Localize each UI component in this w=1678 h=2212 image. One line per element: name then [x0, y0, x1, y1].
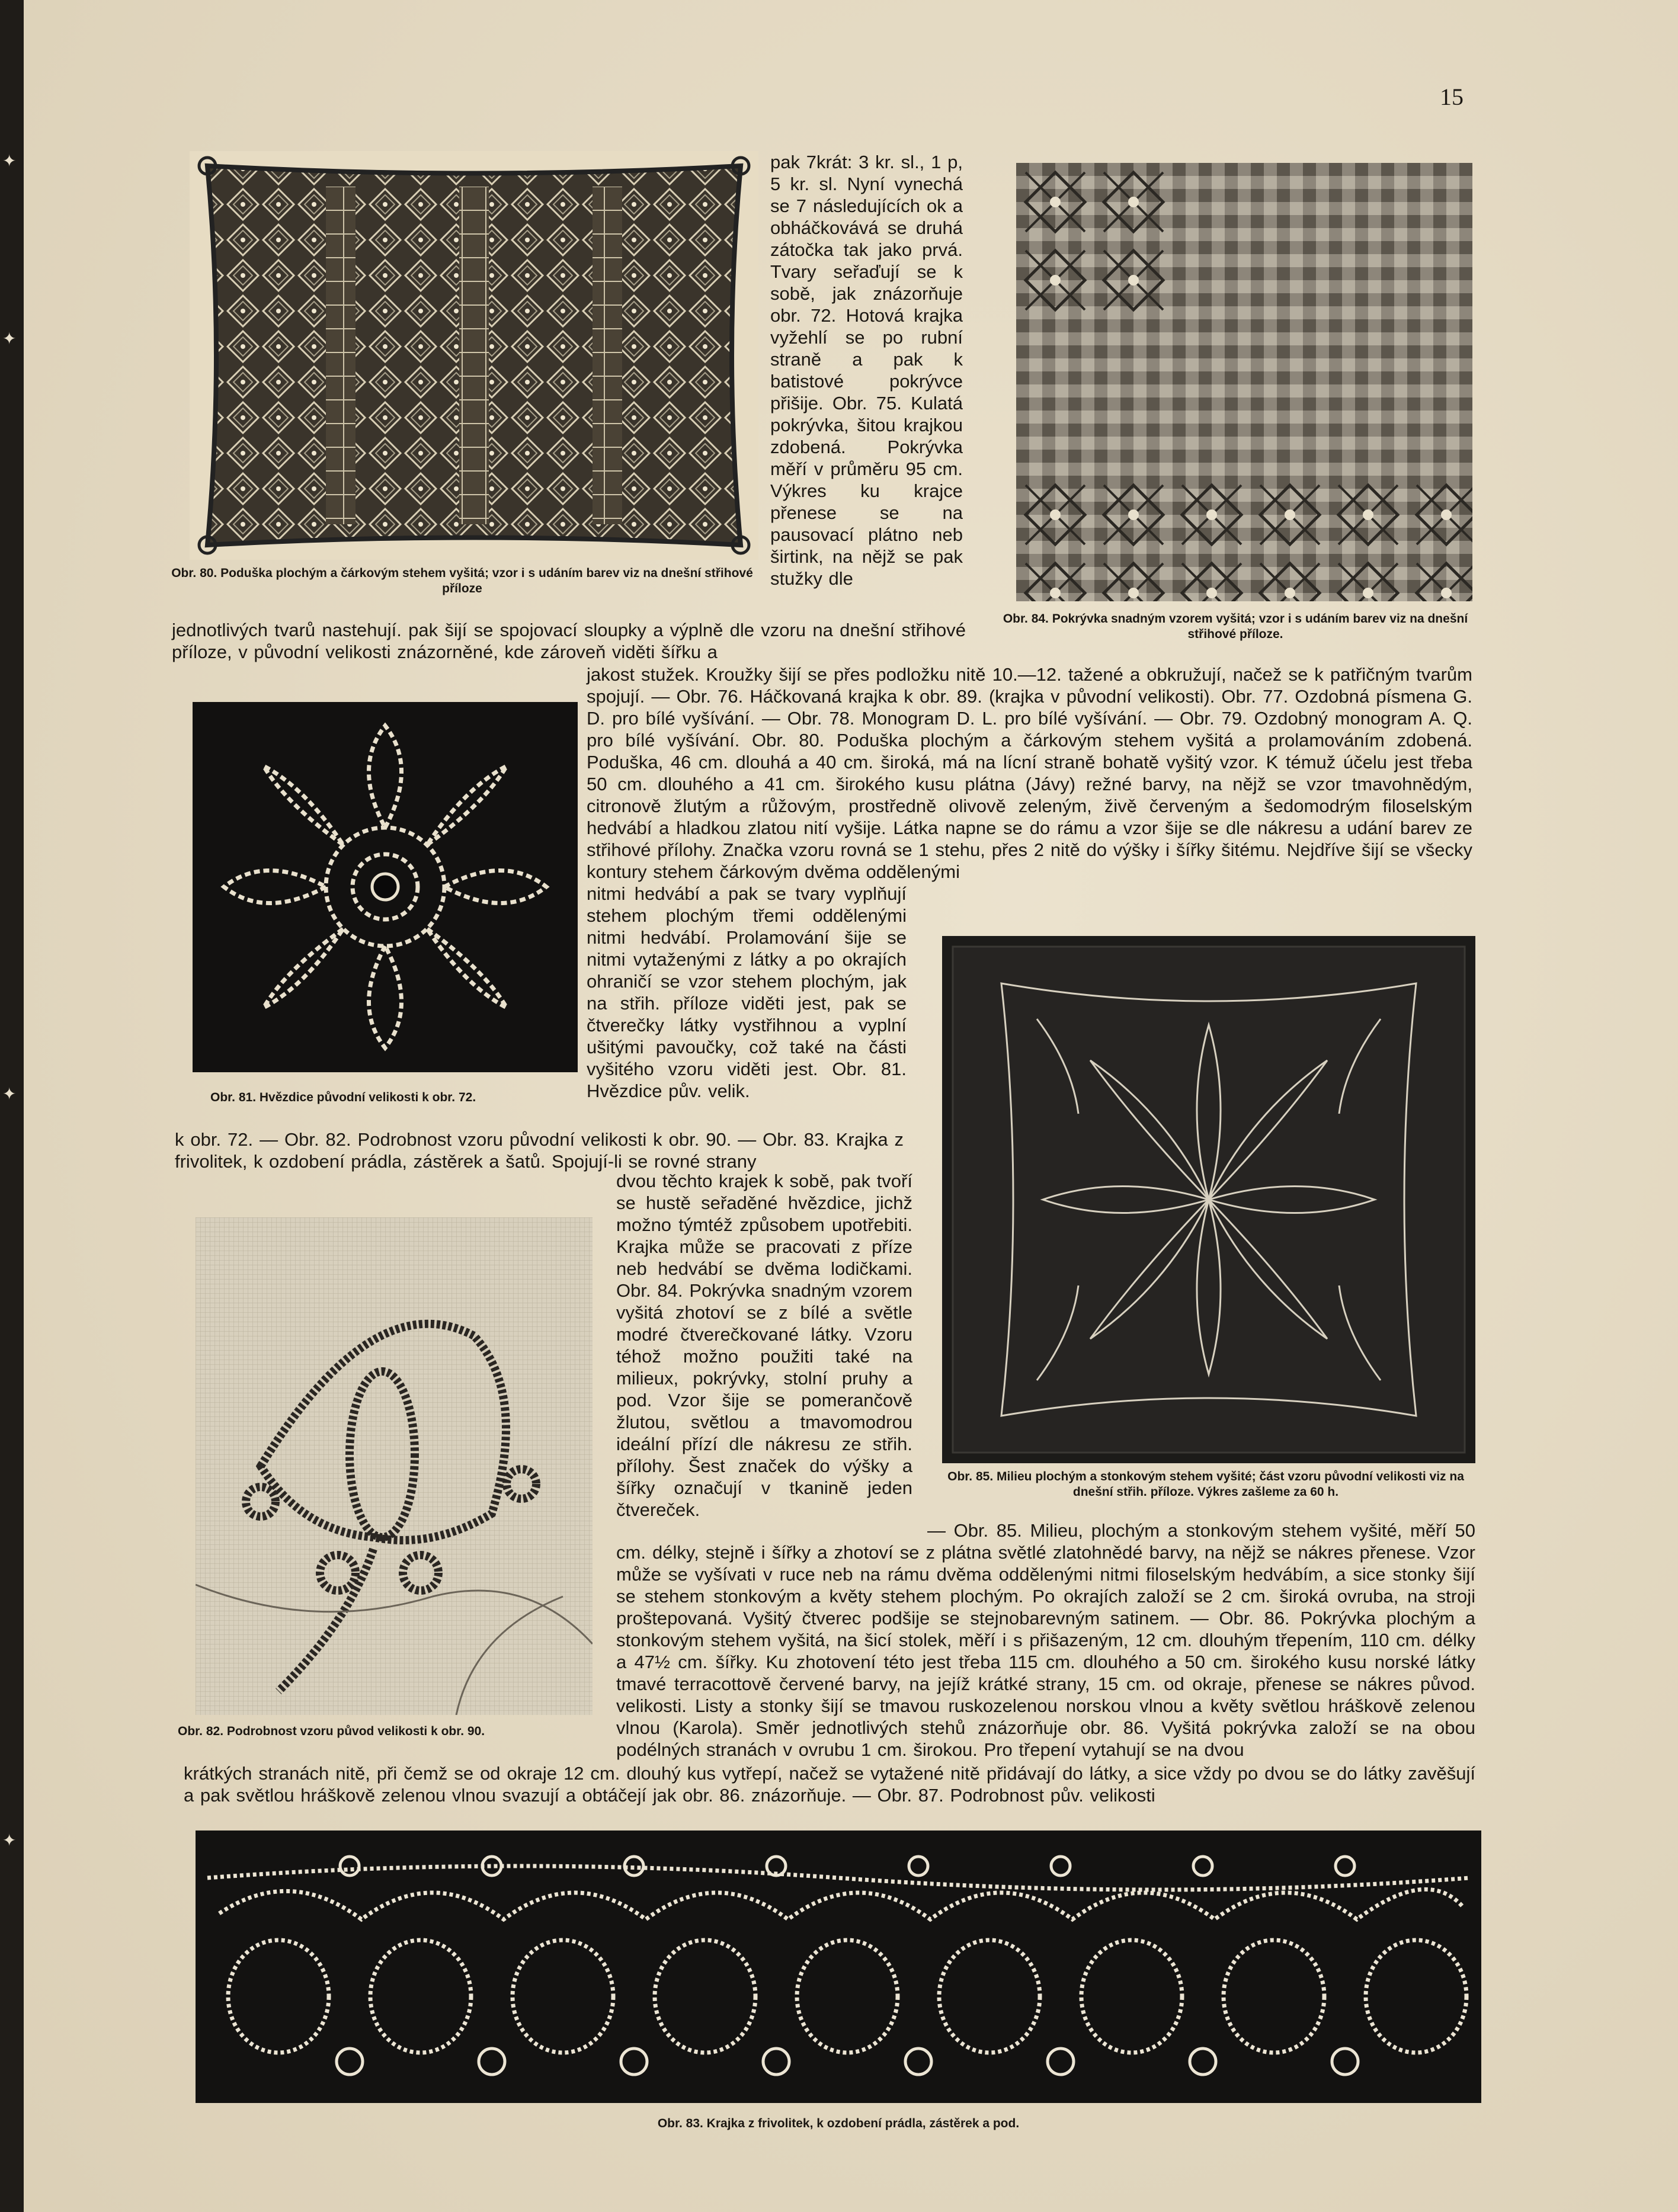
figure-83-tatted-lace: [196, 1830, 1481, 2103]
text-column-mid-3: dvou těchto krajek k sobě, pak tvoří se hustě seřaděné hvězdice, jichž možno týmtéž způsobem upotřebiti. Krajka může se pracovati z příze neb hedvábí se dvěma lodičkami. Obr. 84. Pokrývka snadným vzorem vyšitá zhotoví se z bílé a světle modré čtverečkované látky. Vzoru téhož možno použiti také na milieux, pokrývky, stolní pruhy a pod. Vzor šije se pomerančově žlutou, světlou a tmavomodrou ideální přízí dle nákresu ze střih. přílohy. Šest značek do výšky a šířky označují v tkanině jeden čtvereček.: [616, 1171, 912, 1520]
text-wide-3: krátkých stranách nitě, při čemž se od okraje 12 cm. dlouhý kus vytřepí, načež se vytažené nitě přidávají do látky, a sice vždy po dvou se do látky zavěšují a pak světlou hráškově zelenou vlnou svazují a obtáčejí jak obr. 86. znázorňuje. — Obr. 87. Podrobnost pův. velikosti: [184, 1763, 1475, 1806]
caption-obr-80: Obr. 80. Poduška plochým a čárkovým stehem vyšitá; vzor i s udáním barev viz na dnešní střihové příloze: [171, 566, 753, 595]
binder-hole-mark: ✦: [2, 1830, 17, 1850]
figure-84-checkered-cover: [1016, 163, 1472, 601]
figure-85-milieu: [942, 936, 1475, 1463]
caption-obr-82: Obr. 82. Podrobnost vzoru původ velikosti k obr. 90.: [178, 1724, 485, 1738]
figure-80-cushion: [190, 151, 758, 560]
binder-hole-mark: ✦: [2, 329, 17, 348]
binder-hole-mark: ✦: [2, 1084, 17, 1104]
text-column-right: — Obr. 85. Milieu, plochým a stonkovým stehem vyšité, měří 50 cm. délky, stejně i šířky a zhotoví se z plátna světlé zlatohnědé barvy, na nějž se nákres přenese. Vzor může se vyšívati v ruce neb na rámu dvěma oddělenými nitmi filoselským hedvábím, a sice stonky šijí se stehem stonkovým a květy stehem plochým. Po okrajích založí se 2 cm. široká ovruba, na stroji proštepovaná. Vyšitý čtverec podšije se stejnobarevným satinem. — Obr. 86. Pokrývka plochým a stonkovým stehem vyšitá, na šicí stolek, měří i s přišazeným, 12 cm. dlouhým třepením, 110 cm. délky a 47½ cm. šířky. Ku zhotovení této jest třeba 115 cm. dlouhého a 50 cm. širokého kusu norské látky tmavé terracottově červené barvy, na jejíž krátké strany, 15 cm. od okraje, přenese se nákres původ. velikosti. Listy a stonky šijí se tmavou ruskozelenou norskou vlnou a květy světlou hráškově zelenou vlnou (Karola). Směr jednotlivých stehů znázorňuje obr. 86. Vyšitá pokrývka založí se na obou podélných stranách v ovrubu 1 cm. širokou. Pro třepení vytahují se na dvou: [616, 1520, 1475, 1760]
figure-81-star-medallion: [193, 702, 578, 1072]
page-number: 15: [1440, 84, 1464, 110]
caption-obr-84: Obr. 84. Pokrývka snadným vzorem vyšitá; vzor i s udáním barev viz na dnešní střihové příloze.: [1003, 612, 1468, 641]
text-middle-block: jakost stužek. Kroužky šijí se přes podložku nitě 10.—12. tažené a obkružují, načež se k patřičným tvarům spojují. — Obr. 76. Háčkovaná krajka k obr. 89. (krajka v původní velikosti). Obr. 77. Ozdobná písmena G. D. pro bílé vyšívání. — Obr. 78. Monogram D. L. pro bílé vyšívání. — Obr. 79. Ozdobný monogram A. Q. pro bílé vyšívání. Obr. 80. Poduška plochým a čárkovým stehem vyšitá a prolamováním zdobená. Poduška, 46 cm. dlouhá a 40 cm. široká, má na lícní straně bohatě vyšitý vzor. K témuž účelu jest třeba 50 cm. dlouhého a 41 cm. širokého kusu plátna (Jávy) režné barvy, na nějž se vzor tmavohnědým, citronově žlutým a růžovým, prostředně olivově zeleným, živě červeným a šedomodrým filoselským hedvábí a hladkou zlatou nití vyšije. Látka napne se do rámu a vzor šije se dle nákresu a udání barev ze střihové přílohy. Značka vzoru rovná se 1 stehu, přes 2 nitě do výšky i šířky šitému. Nejdříve šijí se všecky kontury stehem čárkovým dvěma oddělenými: [587, 664, 1472, 882]
text-wide-2: k obr. 72. — Obr. 82. Podrobnost vzoru původní velikosti k obr. 90. — Obr. 83. Krajka z frivolitek, k ozdobení prádla, zástěrek a šatů. Spojují-li se rovné strany: [175, 1129, 904, 1172]
text-wide-1: jednotlivých tvarů nastehují. pak šijí se spojovací sloupky a výplně dle vzoru na dnešní střihové příloze, v původní velikosti znázorněné, kde zároveň viděti šířku a: [172, 620, 966, 662]
caption-obr-85: Obr. 85. Milieu plochým a stonkovým stehem vyšité; část vzoru původní velikosti viz na dnešní střih. příloze. Výkres zašleme za 60 h.: [947, 1470, 1464, 1499]
figure-82-tatting-detail: [196, 1217, 593, 1715]
caption-obr-81: Obr. 81. Hvězdice původní velikosti k obr. 72.: [210, 1091, 476, 1104]
caption-obr-83: Obr. 83. Krajka z frivolitek, k ozdobení prádla, zástěrek a pod.: [657, 2117, 1020, 2130]
text-column-mid-2: nitmi hedvábí a pak se tvary vyplňují stehem plochým třemi oddělenými nitmi hedvábí. Prolamování šije se nitmi vytaženými z látky a po okrajích ohraničí se vzor stehem plochým, jak na střih. příloze viděti jest, pak se čtverečky látky vystřihnou a vyplní ušitými pavoučky, což také na části vyšitého vzoru viděti jest. Obr. 81. Hvězdice pův. velik.: [587, 883, 907, 1101]
text-column-narrow: pak 7krát: 3 kr. sl., 1 p, 5 kr. sl. Nyní vynechá se 7 následujících ok a obháčkovává se druhá zátočka tak jako prvá. Tvary seřaďují se k sobě, jak znázorňuje obr. 72. Hotová krajka vyžehlí se po rubní straně a pak k batistové pokrývce přišije. Obr. 75. Kulatá pokrývka, šitou krajkou zdobená. Pokrývka měří v průměru 95 cm. Výkres ku krajce přenese se na pausovací plátno neb širtink, na nějž se pak stužky dle: [770, 152, 963, 589]
binder-hole-mark: ✦: [2, 151, 17, 171]
